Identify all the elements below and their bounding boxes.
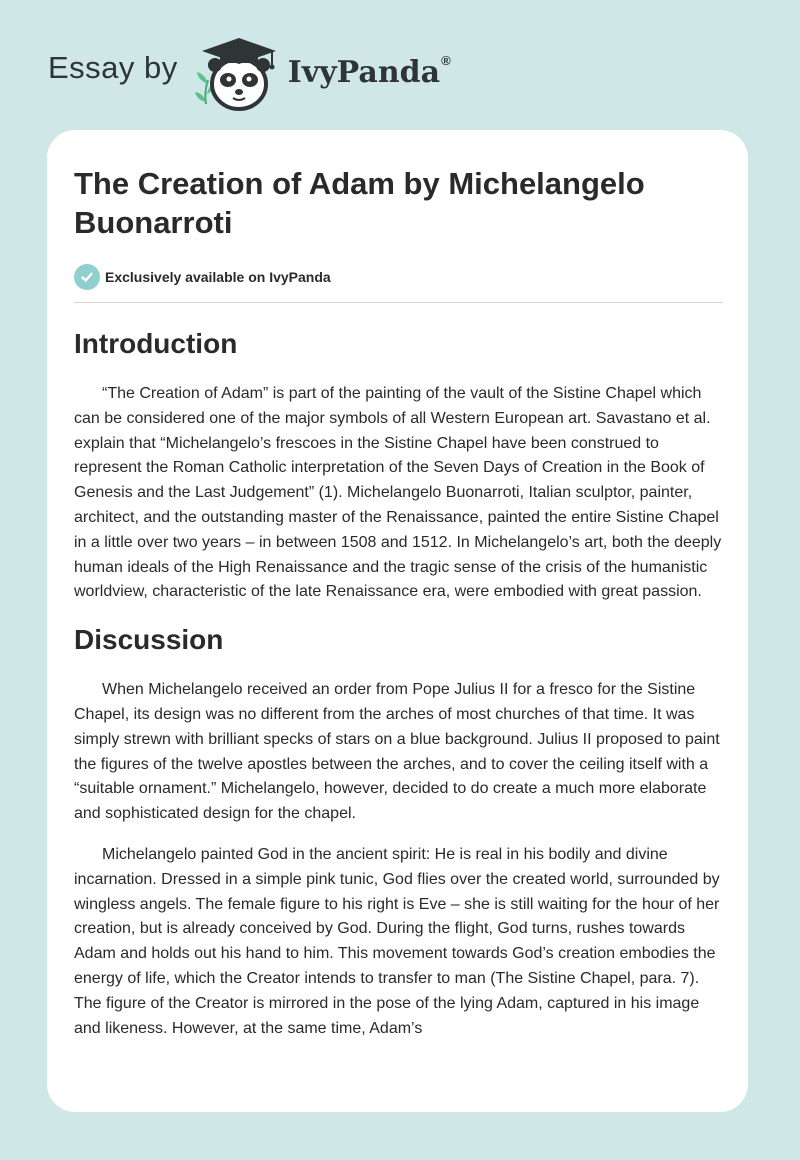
- panda-graduate-icon: [192, 34, 284, 114]
- section-heading: Introduction: [74, 328, 238, 359]
- paragraph: Michelangelo painted God in the ancient spirit: He is real in his bodily and divine incarnation. Dressed in a simple pink tunic, God flies over the created world, surrounded by wingless angels. The female figure to his right is Eve – she is still waiting for the hour of her creation, but is already conceived by God. During the flight, God turns, rushes towards Adam and holds out his hand to him. This movement towards God’s creation embodies the energy of life, which the Creator intends to transfer to man (The Sistine Chapel, para. 7). The figure of the Creator is mirrored in the pose of the lying Adam, captured in his image and likeness. However, at the same time, Adam’s: [74, 845, 720, 1037]
- brand-name: IvyPanda: [287, 54, 441, 90]
- check-circle-icon: [74, 264, 100, 290]
- divider: [74, 302, 723, 303]
- section-discussion: [74, 622, 724, 1041]
- essay-card: [47, 130, 748, 1112]
- section-heading: Discussion: [74, 624, 224, 656]
- brand-prefix: Essay by: [48, 50, 178, 85]
- brand-header[interactable]: [48, 34, 451, 114]
- exclusive-badge: [74, 264, 724, 290]
- badge-text: Exclusively available on IvyPanda: [105, 269, 331, 285]
- essay-content: [74, 164, 724, 1041]
- essay-title: The Creation of Adam by Michelangelo Buonarroti: [74, 166, 645, 240]
- registered-mark: ®: [441, 52, 451, 68]
- paragraph: “The Creation of Adam” is part of the painting of the vault of the Sistine Chapel which can be considered one of the major symbols of all Western European art. Savastano et al. explain that “Michelangelo’s frescoes in the Sistine Chapel have been construed to represent the Roman Catholic interpretation of the Seven Days of Creation in the Book of Genesis and the Last Judgement” (1). Michelangelo Buonarroti, Italian sculptor, painter, architect, and the outstanding master of the Renaissance, painted the entire Sistine Chapel in a little over two years – in between 1508 and 1512. In Michelangelo’s art, both the deeply human ideals of the High Renaissance and the tragic sense of the crisis of the humanistic worldview, characteristic of the late Renaissance era, were embodied with great passion.: [74, 385, 722, 601]
- section-introduction: [74, 326, 724, 605]
- paragraph: When Michelangelo received an order from Pope Julius II for a fresco for the Sistine Chapel, its design was no different from the arches of most churches of that time. It was simply strewn with brilliant specks of stars on a blue background. Julius II proposed to paint the figures of the twelve apostles between the arches, and to cover the ceiling itself with a “suitable ornament.” Michelangelo, however, decided to do create a much more elaborate and sophisticated design for the chapel.: [74, 681, 720, 823]
